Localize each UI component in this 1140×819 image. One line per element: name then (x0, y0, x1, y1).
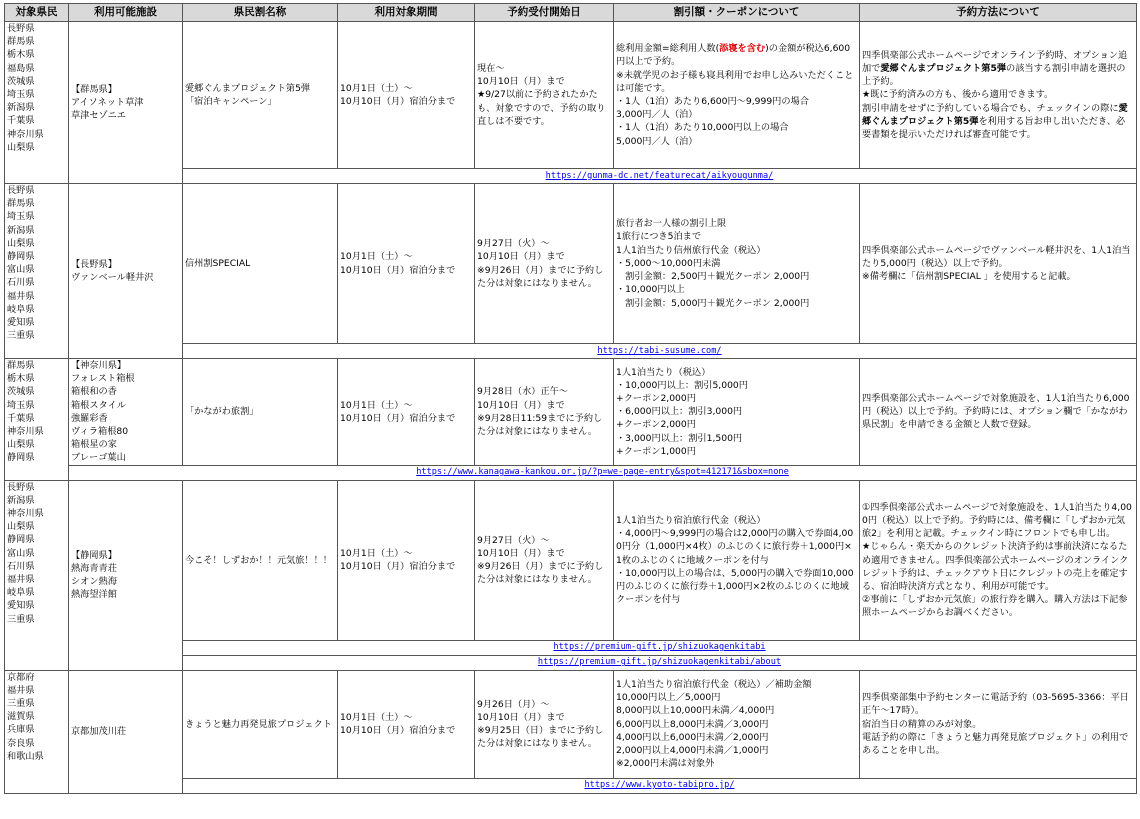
prefecture-list: 長野県 新潟県 神奈川県 山梨県 静岡県 富山県 石川県 福井県 岐阜県 愛知県 三重県 (5, 480, 69, 670)
period-cell: 10月1日（土）～ 10月10日（月）宿泊分まで (338, 670, 475, 778)
campaign-name-cell: 愛郷ぐんまプロジェクト第5弾 「宿泊キャンペーン」 (183, 22, 338, 169)
table-row-kyoto (5, 670, 1137, 778)
period-cell: 10月1日（土）～ 10月10日（月）宿泊分まで (338, 184, 475, 344)
header-method: 予約方法について (860, 4, 1137, 22)
prefecture-list: 長野県 群馬県 埼玉県 新潟県 山梨県 静岡県 富山県 石川県 福井県 岐阜県 愛知県 三重県 (5, 184, 69, 359)
facility-cell: 【静岡県】 熱海青青荘 シオン熱海 熱海望洋館 (69, 480, 183, 670)
campaign-name-cell: 「かながわ旅割」 (183, 359, 338, 466)
discount-cell: 1人1泊当たり（税込） ・10,000円以上：割引5,000円 +クーポン2,000円 ・6,000円以上：割引3,000円 +クーポン2,000円 ・3,000円以上：割引1,500円 +クーポン1,000円 (614, 359, 860, 466)
campaign-link[interactable]: https://gunma-dc.net/featurecat/aikyougunma/ (545, 170, 774, 181)
campaign-name-cell: きょうと魅力再発見旅プロジェクト (183, 670, 338, 778)
table-row-shizuoka (5, 480, 1137, 640)
period-cell: 10月1日（土）～ 10月10日（月）宿泊分まで (338, 22, 475, 169)
header-period: 利用対象期間 (338, 4, 475, 22)
link-row (5, 465, 1137, 480)
facility-cell: 【群馬県】 アイソネット草津 草津セゾニエ (69, 22, 183, 184)
campaign-link[interactable]: https://www.kanagawa-kankou.or.jp/?p=we-page-entry&spot=412171&sbox=none (416, 467, 789, 478)
period-cell: 10月1日（土）～ 10月10日（月）宿泊分まで (338, 480, 475, 640)
table-row-nagano (5, 184, 1137, 344)
facility-cell: 京都加茂川荘 (69, 670, 183, 793)
start-date-cell: 9月27日（火）～ 10月10日（月）まで ※9月26日（月）までに予約した分は対象にはなりません。 (475, 184, 614, 344)
method-cell: ①四季倶楽部公式ホームページで対象施設を、1人1泊当たり4,000円（税込）以上で予約。予約時には、備考欄に「しずおか元気旅2」を利用と記載。チェックイン時にフロントでも申し出。 ★じゃらん・楽天からのクレジット決済予約は事前決済になるため適用できません。四季倶楽部公式ホームページのオンラインクレジット予約は、チェックアウト日にクレジットの売上を確定する、宿泊時決済方式となり、利用が可能です。 ②事前に「しずおか元気旅」の旅行券を購入。購入方法は下記参照ホームページからお調べください。 (860, 480, 1137, 640)
discount-cell: 1人1泊当たり宿泊旅行代金（税込） ・4,000円～9,999円の場合は2,000円の購入で券面4,000円分（1,000円×4枚）のふじのくに旅行券＋1,000円×1枚のふじのくに地域クーポンを付与 ・10,000円以上の場合は、5,000円の購入で券面10,000円のふじのくに旅行券＋1,000円×2枚のふじのくに地域クーポンを付与 (614, 480, 860, 640)
prefecture-list: 長野県 群馬県 栃木県 福島県 茨城県 埼玉県 新潟県 千葉県 神奈川県 山梨県 (5, 22, 69, 184)
method-cell: 四季倶楽部公式ホームページでオンライン予約時、オプション追加で愛郷ぐんまプロジェクト第5弾の該当する割引申請を選択の上予約。 ★既に予約済みの方も、後から適用できます。 割引申請をせずに予約している場合でも、チェックインの際に愛郷ぐんまプロジェクト第5弾を利用する旨お申し出いただき、必要書類を提示いただければ審査可能です。 (860, 22, 1137, 169)
prefecture-list: 群馬県 栃木県 茨城県 埼玉県 千葉県 神奈川県 山梨県 静岡県 (5, 359, 69, 481)
header-discount: 割引額・クーポンについて (614, 4, 860, 22)
facility-cell: 【長野県】 ヴァンベール軽井沢 (69, 184, 183, 359)
discount-cell: 1人1泊当たり宿泊旅行代金（税込）／補助金額 10,000円以上／5,000円 8,000円以上10,000円未満／4,000円 6,000円以上8,000円未満／3,000円 4,000円以上6,000円未満／2,000円 2,000円以上4,000円未満／1,000円 ※2,000円未満は対象外 (614, 670, 860, 778)
start-date-cell: 9月26日（月）～ 10月10日（月）まで ※9月25日（日）までに予約した分は対象にはなりません。 (475, 670, 614, 778)
method-cell: 四季倶楽部集中予約センターに電話予約（03-5695-3366：平日正午～17時）。 宿泊当日の精算のみが対象。 電話予約の際に「きょうと魅力再発見旅プロジェクト」の利用であることを申し出。 (860, 670, 1137, 778)
table-row-gunma (5, 22, 1137, 169)
header-row (5, 4, 1137, 22)
discount-cell: 旅行者お一人様の割引上限 1旅行につき5泊まで 1人1泊当たり信州旅行代金（税込） ・5,000～10,000円未満 割引金額：2,500円＋観光クーポン 2,000円 ・10,000円以上 割引金額：5,000円＋観光クーポン 2,000円 (614, 184, 860, 344)
highlight-text: 添寝を含む (719, 43, 766, 55)
period-cell: 10月1日（土）～ 10月10日（月）宿泊分まで (338, 359, 475, 466)
method-cell: 四季倶楽部公式ホームページでヴァンベール軽井沢を、1人1泊当たり5,000円（税込）以上で予約。 ※備考欄に「信州割SPECIAL 」を使用すると記載。 (860, 184, 1137, 344)
header-start-date: 予約受付開始日 (475, 4, 614, 22)
campaign-link[interactable]: https://premium-gift.jp/shizuokagenkitabi/about (537, 657, 782, 668)
campaign-name-cell: 信州割SPECIAL (183, 184, 338, 344)
facility-cell: 【神奈川県】 フォレスト箱根 箱根和の香 箱根スタイル 強羅彩香 ヴィラ箱根80 箱根星の家 ブレーゴ葉山 (69, 359, 183, 466)
campaign-link[interactable]: https://tabi-susume.com/ (597, 345, 722, 356)
campaign-name-cell: 今こそ！しずおか！！元気旅！！！ (183, 480, 338, 640)
campaign-link[interactable]: https://www.kyoto-tabipro.jp/ (584, 780, 735, 791)
table-row-kanagawa (5, 359, 1137, 466)
header-campaign-name: 県民割名称 (183, 4, 338, 22)
start-date-cell: 現在～ 10月10日（月）まで ★9/27以前に予約されたかたも、対象ですので、予約の取り直しは不要です。 (475, 22, 614, 169)
campaign-table (4, 3, 1137, 794)
header-facility: 利用可能施設 (69, 4, 183, 22)
start-date-cell: 9月27日（火）～ 10月10日（月）まで ※9月26日（月）までに予約した分は対象にはなりません。 (475, 480, 614, 640)
method-cell: 四季倶楽部公式ホームページで対象施設を、1人1泊当たり6,000円（税込）以上で予約。予約時には、オプション欄で「かながわ県民割」を申請できる金額と人数で登録。 (860, 359, 1137, 466)
start-date-cell: 9月28日（水）正午～ 10月10日（月）まで ※9月28日11:59までに予約した分は対象にはなりません。 (475, 359, 614, 466)
campaign-link[interactable]: https://premium-gift.jp/shizuokagenkitabi (553, 642, 766, 653)
prefecture-list: 京都府 福井県 三重県 滋賀県 兵庫県 奈良県 和歌山県 (5, 670, 69, 793)
discount-cell: 総利用金額=総利用人数(添寝を含む)の金額が税込6,600円以上で予約。 ※未就学児のお子様も寝具利用でお申し込みいただくことは可能です。 ・1人（1泊）あたり6,600円～9,999円の場合 3,000円／人（泊） ・1人（1泊）あたり10,000円以上の場合 5,000円／人（泊） (614, 22, 860, 169)
header-prefecture: 対象県民 (5, 4, 69, 22)
